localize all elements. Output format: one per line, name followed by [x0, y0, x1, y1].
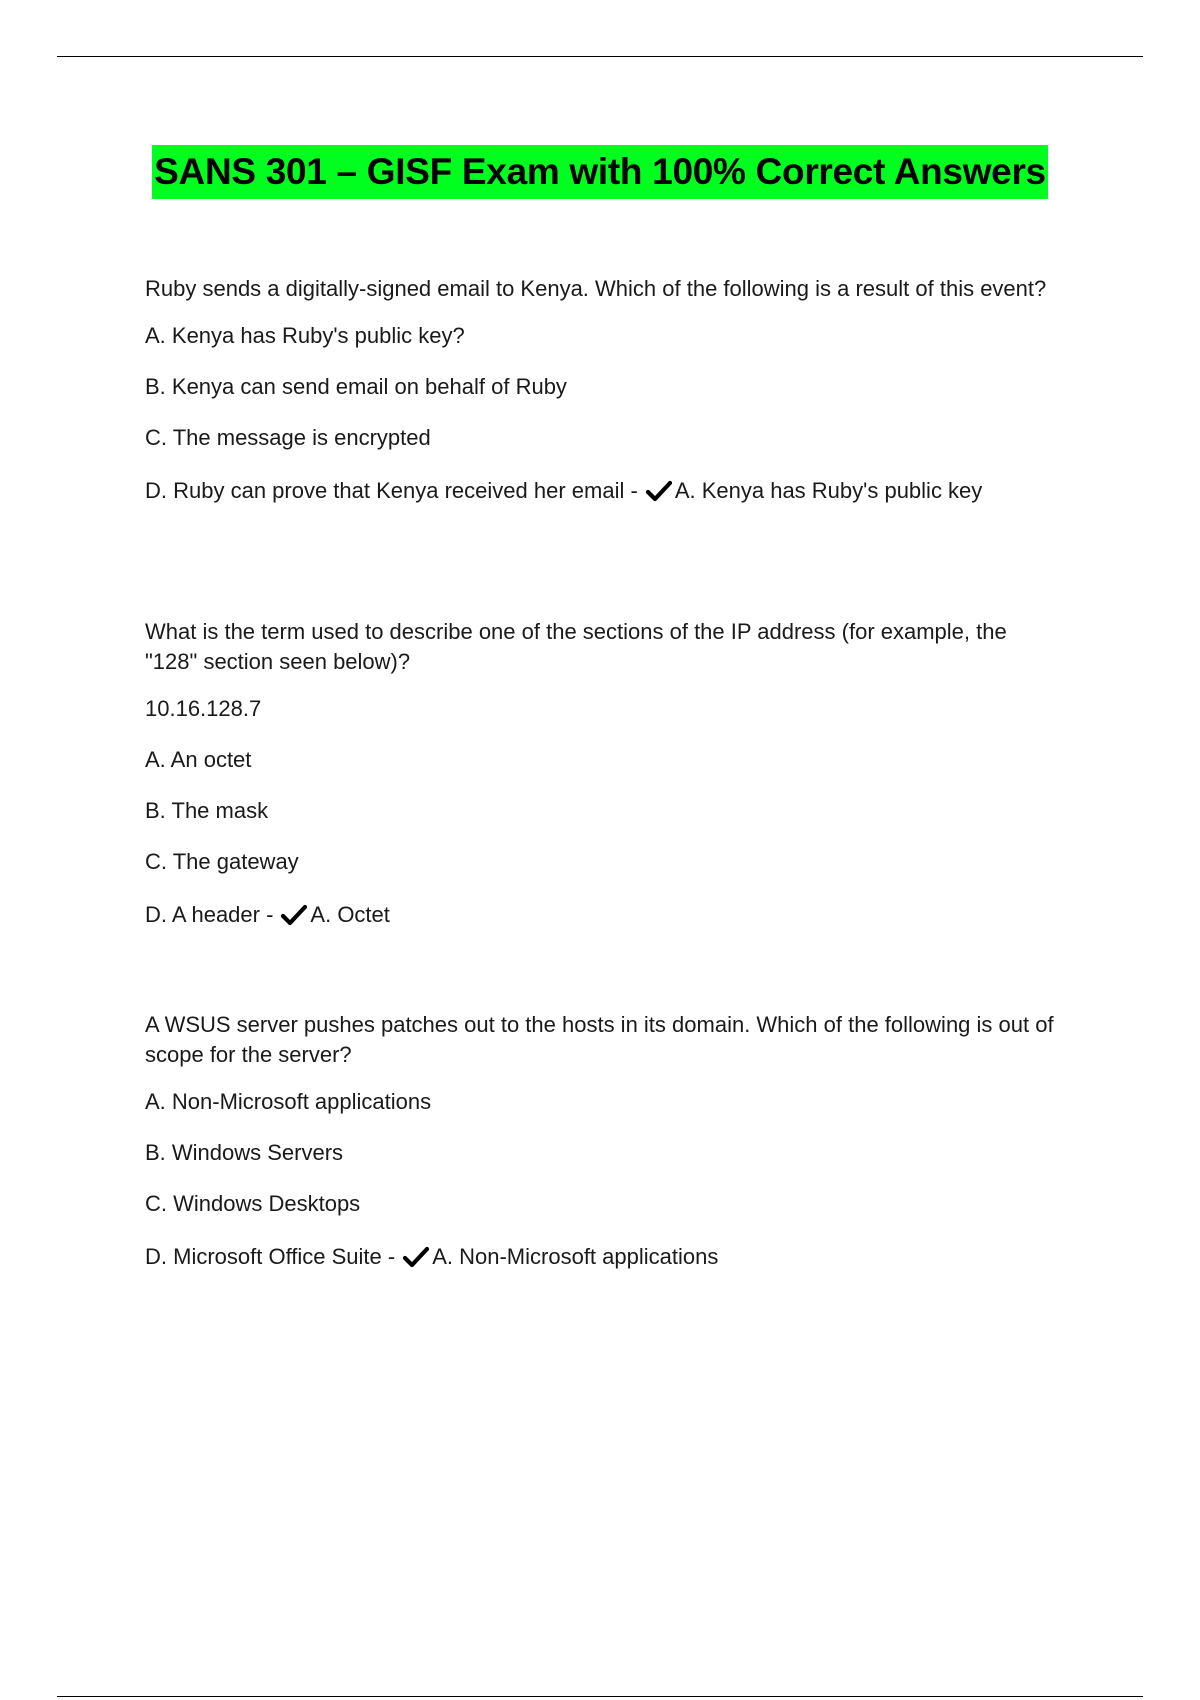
option-d: D. Microsoft Office Suite - [145, 1244, 396, 1269]
bottom-rule [57, 1696, 1143, 1697]
checkmark-icon [403, 1244, 429, 1278]
correct-answer: A. Octet [310, 902, 390, 927]
question-stem: A WSUS server pushes patches out to the hosts in its domain. Which of the following is out of scope for the server? [145, 1012, 1054, 1067]
option-b: B. The mask [145, 798, 269, 823]
question-stem: Ruby sends a digitally-signed email to Kenya. Which of the following is a result of this event? [145, 276, 1047, 301]
option-a: A. Kenya has Ruby's public key? [145, 323, 465, 348]
option-d-with-answer [145, 1240, 1055, 1278]
option-c: C. The gateway [145, 849, 299, 874]
question-3 [145, 1010, 1055, 1299]
top-rule [57, 56, 1143, 57]
option-b: B. Windows Servers [145, 1140, 344, 1165]
question-2 [145, 617, 1055, 957]
checkmark-icon [281, 902, 307, 936]
ip-example: 10.16.128.7 [145, 696, 262, 721]
title-container [0, 145, 1200, 199]
question-stem: What is the term used to describe one of the sections of the IP address (for example, the "128" section seen below)? [145, 619, 1007, 674]
question-1 [145, 274, 1055, 533]
checkmark-icon [646, 478, 672, 512]
option-d-with-answer [145, 474, 1055, 512]
option-d-with-answer [145, 898, 1055, 936]
document-title: SANS 301 – GISF Exam with 100% Correct Answers [152, 145, 1048, 199]
option-c: C. The message is encrypted [145, 425, 431, 450]
option-a: A. Non-Microsoft applications [145, 1089, 432, 1114]
option-b: B. Kenya can send email on behalf of Ruby [145, 374, 567, 399]
correct-answer: A. Kenya has Ruby's public key [674, 478, 983, 503]
option-d: D. A header - [145, 902, 274, 927]
correct-answer: A. Non-Microsoft applications [432, 1244, 719, 1269]
option-c: C. Windows Desktops [145, 1191, 361, 1216]
option-d: D. Ruby can prove that Kenya received her email - [145, 478, 638, 503]
option-a: A. An octet [145, 747, 252, 772]
